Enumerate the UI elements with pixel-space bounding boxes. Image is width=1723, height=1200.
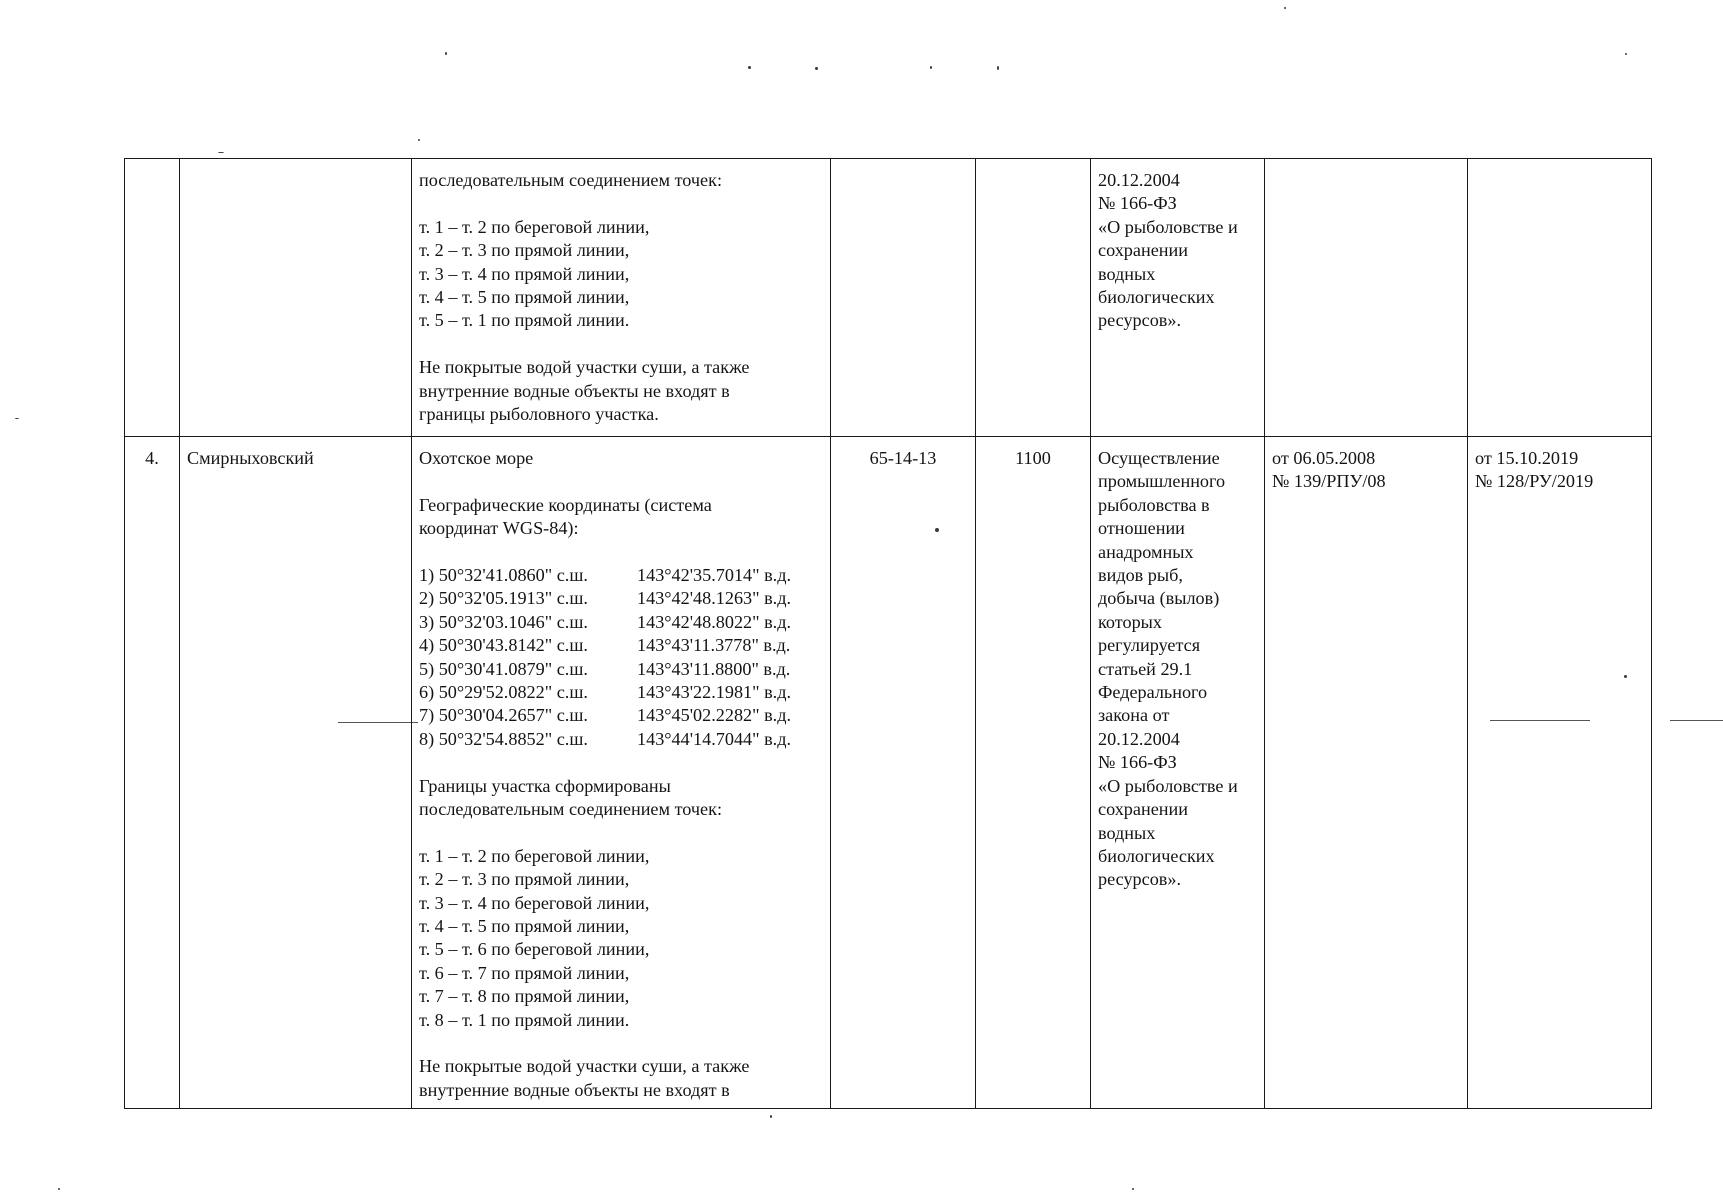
coordinate-row — [419, 704, 823, 727]
coordinate-row — [419, 658, 823, 681]
fishing-type-line: «О рыболовстве и — [1098, 216, 1238, 237]
cell-agreement-1 — [1265, 437, 1468, 1109]
cell-agreement-1 — [1265, 159, 1468, 437]
coords-header: координат WGS-84): — [419, 518, 579, 539]
agreement-number: № 128/РУ/2019 — [1475, 471, 1594, 492]
coordinate-row — [419, 681, 823, 704]
coordinate-latitude: 3) 50°32'03.1046" с.ш. — [419, 611, 588, 632]
coordinate-longitude: 143°43'22.1981" в.д. — [637, 682, 792, 703]
fishing-type-line: «О рыболовстве и — [1098, 775, 1238, 796]
segment-line: т. 4 – т. 5 по прямой линии, — [419, 916, 630, 937]
segment-line: т. 2 – т. 3 по прямой линии, — [419, 240, 630, 261]
cell-area — [976, 159, 1091, 437]
fishing-type-line: регулируется — [1098, 635, 1201, 656]
coordinate-latitude: 2) 50°32'05.1913" с.ш. — [419, 588, 588, 609]
cell-number: 4. — [125, 437, 180, 1109]
cell-name: Смирныховский — [180, 437, 412, 1109]
agreement-date: от 06.05.2008 — [1272, 448, 1376, 468]
fishing-type-line: сохранении — [1098, 799, 1188, 820]
segment-line: т. 2 – т. 3 по прямой линии, — [419, 869, 630, 890]
fishing-type-line: которых — [1098, 611, 1162, 632]
cell-code — [831, 159, 976, 437]
fishing-type-line: ресурсов». — [1098, 869, 1182, 890]
cell-code: 65-14-13 — [831, 437, 976, 1109]
fishing-type-line: водных — [1098, 263, 1156, 284]
fishing-type-line: водных — [1098, 822, 1156, 843]
sea-name: Охотское море — [419, 448, 534, 468]
note-line: границы рыболовного участка. — [419, 404, 659, 425]
cell-agreement-2 — [1468, 159, 1652, 437]
coordinate-latitude: 5) 50°30'41.0879" с.ш. — [419, 658, 588, 679]
segment-line: т. 1 – т. 2 по береговой линии, — [419, 845, 650, 866]
segment-line: т. 5 – т. 1 по прямой линии. — [419, 310, 630, 331]
coordinate-row — [419, 634, 823, 657]
fishing-type-line: биологических — [1098, 287, 1215, 308]
note-line: Не покрытые водой участки суши, а также — [419, 357, 750, 378]
fishing-type-line: ресурсов». — [1098, 310, 1182, 331]
coordinate-row — [419, 611, 823, 634]
coordinate-latitude: 7) 50°30'04.2657" с.ш. — [419, 705, 588, 726]
cell-number — [125, 159, 180, 437]
fishing-type-line: видов рыб, — [1098, 565, 1183, 586]
coords-header: Географические координаты (система — [419, 494, 712, 515]
segment-line: т. 8 – т. 1 по прямой линии. — [419, 1009, 630, 1030]
boundary-text: последовательным соединением точек: — [419, 799, 723, 820]
fishing-type-line: 20.12.2004 — [1098, 728, 1180, 749]
fishing-areas-table — [124, 158, 1652, 1109]
fishing-type-line: 20.12.2004 — [1098, 170, 1180, 190]
fishing-type-line: Федерального — [1098, 682, 1208, 703]
fishing-type-line: сохранении — [1098, 240, 1188, 261]
coordinate-longitude: 143°43'11.8800" в.д. — [637, 658, 791, 679]
segment-line: т. 6 – т. 7 по прямой линии, — [419, 962, 630, 983]
coordinate-longitude: 143°42'48.1263" в.д. — [637, 588, 792, 609]
table-row-4 — [125, 437, 1652, 1109]
cell-fishing-type — [1091, 159, 1265, 437]
cell-agreement-2 — [1468, 437, 1652, 1109]
boundary-text: Границы участка сформированы — [419, 775, 671, 796]
cell-area: 1100 — [976, 437, 1091, 1109]
coordinate-latitude: 6) 50°29'52.0822" с.ш. — [419, 682, 588, 703]
agreement-date: от 15.10.2019 — [1475, 448, 1579, 468]
note-line: внутренние водные объекты не входят в — [419, 1079, 730, 1100]
segment-line: т. 1 – т. 2 по береговой линии, — [419, 216, 650, 237]
coordinate-longitude: 143°45'02.2282" в.д. — [637, 705, 792, 726]
fishing-type-line: отношении — [1098, 518, 1185, 539]
coordinate-row — [419, 728, 823, 751]
coordinate-longitude: 143°42'35.7014" в.д. — [637, 565, 792, 585]
fishing-type-line: № 166-ФЗ — [1098, 193, 1177, 214]
cell-description — [412, 159, 831, 437]
coordinate-longitude: 143°44'14.7044" в.д. — [637, 728, 792, 749]
fishing-type-line: рыболовства в — [1098, 494, 1210, 515]
fishing-type-line: закона от — [1098, 705, 1170, 726]
coordinate-longitude: 143°42'48.8022" в.д. — [637, 611, 792, 632]
cell-description — [412, 437, 831, 1109]
coordinate-longitude: 143°43'11.3778" в.д. — [637, 635, 791, 656]
note-line: внутренние водные объекты не входят в — [419, 380, 730, 401]
coordinate-row — [419, 564, 823, 587]
fishing-type-line: № 166-ФЗ — [1098, 752, 1177, 773]
coordinate-latitude: 8) 50°32'54.8852" с.ш. — [419, 728, 588, 749]
fishing-type-line: биологических — [1098, 845, 1215, 866]
note-line: Не покрытые водой участки суши, а также — [419, 1056, 750, 1077]
fishing-type-line: статьей 29.1 — [1098, 658, 1193, 679]
fishing-type-line: Осуществление — [1098, 448, 1220, 468]
cell-name — [180, 159, 412, 437]
segment-line: т. 5 – т. 6 по береговой линии, — [419, 939, 650, 960]
description-intro: последовательным соединением точек: — [419, 170, 723, 190]
fishing-type-line: промышленного — [1098, 471, 1226, 492]
segment-line: т. 3 – т. 4 по береговой линии, — [419, 892, 650, 913]
fishing-type-line: анадромных — [1098, 541, 1194, 562]
segment-line: т. 3 – т. 4 по прямой линии, — [419, 263, 630, 284]
segment-line: т. 7 – т. 8 по прямой линии, — [419, 986, 630, 1007]
cell-fishing-type — [1091, 437, 1265, 1109]
coordinate-latitude: 1) 50°32'41.0860" с.ш. — [419, 565, 588, 585]
fishing-type-line: добыча (вылов) — [1098, 588, 1220, 609]
agreement-number: № 139/РПУ/08 — [1272, 471, 1386, 492]
segment-line: т. 4 – т. 5 по прямой линии, — [419, 287, 630, 308]
table-row-continuation — [125, 159, 1652, 437]
coordinate-row — [419, 587, 823, 610]
coordinate-latitude: 4) 50°30'43.8142" с.ш. — [419, 635, 588, 656]
